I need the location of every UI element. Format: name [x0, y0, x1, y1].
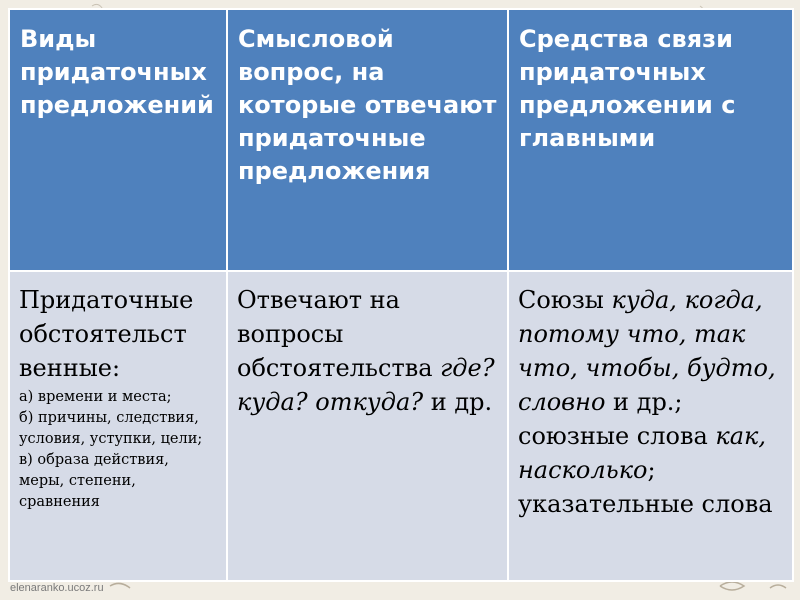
cell-semantic-question [227, 271, 508, 581]
question-suffix: и др. [423, 388, 493, 416]
clause-types-main: Придаточные обстоятельст венные: [19, 286, 194, 382]
header-cell-means [508, 9, 793, 271]
clause-types-detail-1: а) времени и места; [19, 389, 172, 405]
conjunctions-list: куда, когда, потому что, так что, чтобы, будто, словно [518, 286, 776, 416]
header-label-means: Средства связи придаточных предложении с главными [519, 25, 736, 152]
clause-types-content [10, 272, 226, 513]
relative-words-list: как, насколько [518, 422, 766, 484]
subordinate-clauses-table [8, 8, 794, 582]
header-label-question: Смысловой вопрос, на которые отвечают придаточные предложения [238, 25, 497, 185]
header-cell-types [9, 9, 227, 271]
cell-connection-means [508, 271, 793, 581]
site-watermark: elenaranko.ucoz.ru [10, 582, 104, 594]
connection-means-content [509, 272, 792, 521]
relative-words-label: и др.; союзные слова [518, 388, 716, 450]
cell-clause-types [9, 271, 227, 581]
question-words: где? куда? откуда? [237, 354, 495, 416]
semantic-question-content [228, 272, 507, 419]
header-cell-question [227, 9, 508, 271]
clause-types-detail-2: б) причины, следствия, условия, уступки, цели; в) образа действия, меры, степени, сравнения [19, 410, 203, 510]
conjunctions-label: Союзы [518, 286, 612, 314]
table-row [9, 271, 793, 581]
question-text: Отвечают на вопросы обстоятельства [237, 286, 441, 382]
header-label-types: Виды придаточных предложений [20, 25, 214, 119]
demonstrative-words-label: ; указательные слова [518, 456, 773, 518]
table-header-row [9, 9, 793, 271]
